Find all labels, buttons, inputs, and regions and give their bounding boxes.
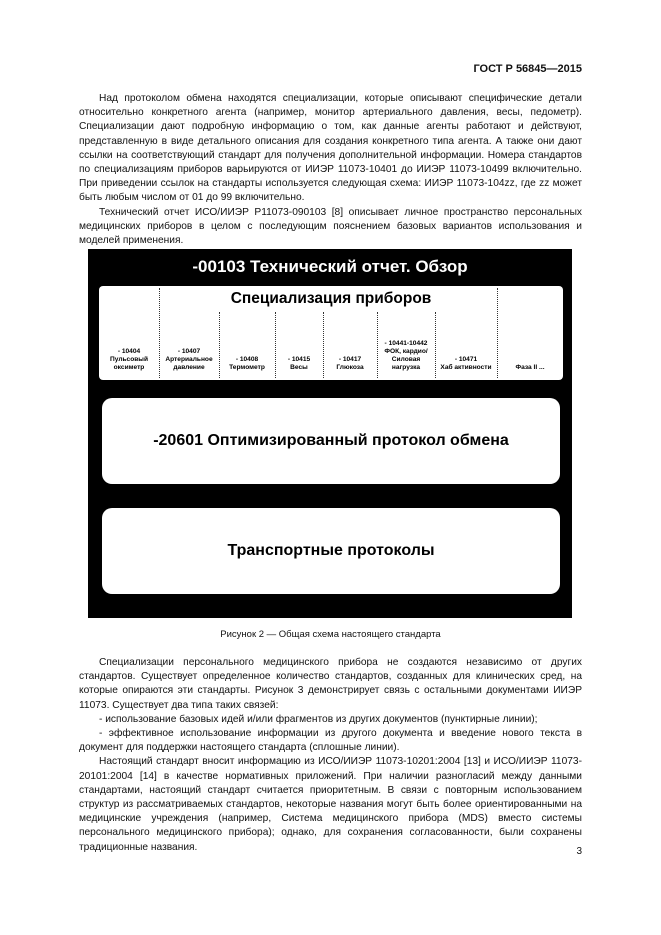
specialization-code: - 10471 [454,356,478,363]
list-item: - использование базовых идей и/или фрагментов из других документов (пунктирные линии); [99,713,538,725]
body-paragraph: Настоящий стандарт вносит информацию из ИСО/ИИЭР 11073-10201:2004 [13] и ИСО/ИИЭР 11073-20101:2004 [14] в качестве нормативных приложений. При наличии разногласий между данными стандартами, настоящий стандарт считается приоритетным. В связи с повторным использованием структур из рассматриваемых стандартов, некоторые названия могут быть более ориентированными на медицинские учреждения (например, Система медицинского прибора (MDS) вместо системы персонального медицинского прибора); однако, для сохранения согласованности, были сохранены традиционные названия. [79,756,582,853]
exchange-protocol-box: -20601 Оптимизированный протокол обмена [102,398,560,484]
specialization-name: Фаза II ... [515,364,545,371]
specialization-cell [219,356,275,372]
specialization-cell [377,340,435,372]
specialization-name: Хаб активности [440,364,492,371]
specialization-cell [99,348,159,372]
specialization-cell [497,364,563,372]
specialization-code: - 10417 [338,356,362,363]
cell-divider [275,312,276,378]
specialization-name: Глюкоза [336,364,364,371]
specialization-code: - 10415 [287,356,311,363]
specialization-code: - 10408 [235,356,259,363]
cell-divider [377,312,378,378]
specialization-name: Термометр [229,364,265,371]
list-item: - эффективное использование информации из другого документа и введение нового текста в документ для поддержки настоящего стандарта (сплошные линии). [79,728,582,754]
specialization-name: Артериальное давление [165,356,213,371]
figure-caption: Рисунок 2 — Общая схема настоящего стандарта [220,629,441,640]
specialization-cell [323,356,377,372]
specialization-cell [159,348,219,372]
transport-protocols-box: Транспортные протоколы [102,508,560,594]
body-text [79,656,582,855]
specialization-code: - 10404 [117,348,141,355]
specialization-cell [275,356,323,372]
page-number: 3 [576,846,582,857]
specialization-code: - 10441-10442 [384,340,428,347]
overview-report-label: -00103 Технический отчет. Обзор [192,257,468,276]
intro-paragraph: Технический отчет ИСО/ИИЭР Р11073-090103 [8] описывает личное пространство персональных медицинских приборов в целом с последующим пояснением базовых вариантов использования и моделей применения. [79,206,582,247]
page-header: ГОСТ Р 56845—2015 [473,63,582,75]
intro-text [79,92,582,248]
specialization-name: Весы [290,364,308,371]
specialization-name: ФОК, кардио/Силовая нагрузка [384,348,428,371]
cell-divider [323,312,324,378]
specialization-code: - 10407 [177,348,201,355]
specialization-cell [435,356,497,372]
intro-paragraph: Над протоколом обмена находятся специализации, которые описывают специфические детали относительно конкретного агента (например, монитор артериального давления, весы, педометр). Специализации дают подробную информацию о том, как данные агенты работают и действуют, представленную в виде детального описания для создания конкретного типа агента. А также они дают ссылки на соответствующий стандарт для получения дополнительной информации. Номера стандартов по специализациям приборов варьируются от ИИЭР 11073-10401 до ИИЭР 11073-10499 включительно. При приведении ссылок на стандарты используется следующая схема: ИИЭР 11073-104zz, где zz может быть любым числом от 01 до 99 включительно. [79,93,582,204]
specialization-name: Пульсовый оксиметр [110,356,148,371]
body-paragraph: Специализации персонального медицинского прибора не создаются независимо от других стандартов. Существует определенное количество стандартов, созданных для клинических сред, на которые опираются эти стандарты. Рисунок 3 демонстрирует связь с остальными документами ИИЭР 11073. Существует два типа таких связей: [79,657,582,711]
device-specializations-box [99,286,563,380]
cell-divider [435,312,436,378]
cell-divider [219,312,220,378]
specializations-title: Специализация приборов [230,290,432,307]
standard-structure-figure [88,249,572,618]
